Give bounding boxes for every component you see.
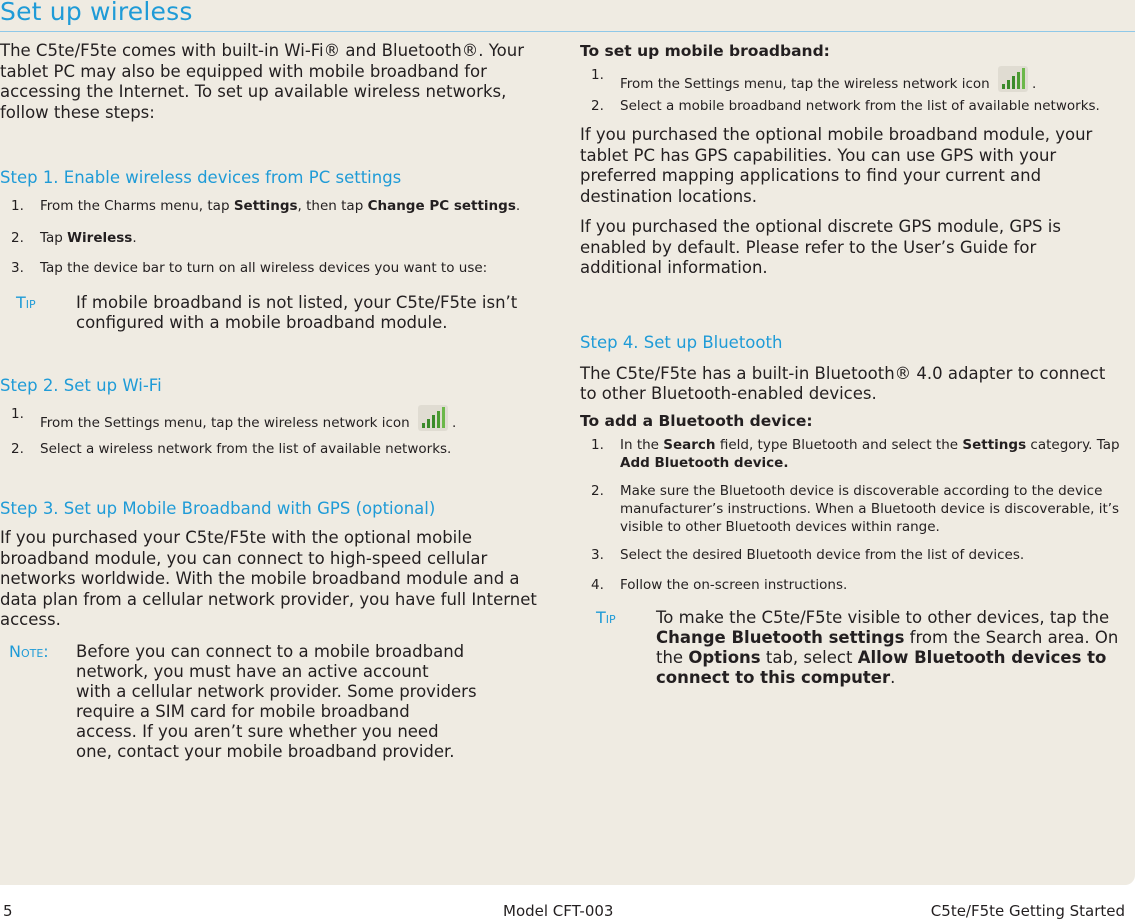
- list-item: 3. Select the desired Bluetooth device from the list of devices.: [591, 546, 1025, 563]
- gps-paragraph-2: If you purchased the optional discrete GPS module, GPS is enabled by default. Please refer to the User’s Guide for additional information.: [580, 217, 1061, 277]
- list-item: 1. From the Settings menu, tap the wireless network icon .: [11, 406, 457, 431]
- list-item: 1. From the Settings menu, tap the wireless network icon .: [591, 67, 1037, 92]
- list-item: 3. Tap the device bar to turn on all wireless devices you want to use:: [11, 260, 488, 276]
- list-item: 2. Tap Wireless.: [11, 230, 137, 246]
- left-column: [0, 41, 560, 762]
- tip-label: TIP: [16, 293, 36, 312]
- right-column: [580, 41, 1120, 688]
- step4-heading: Step 4. Set up Bluetooth: [580, 332, 783, 352]
- step1-heading: Step 1. Enable wireless devices from PC settings: [0, 168, 402, 187]
- step3-paragraph: If you purchased your C5te/F5te with the optional mobile broadband module, you can connect to high-speed cellular networks worldwide. With the mobile broadband module and a data plan from a cellular network provider, you have full Internet access.: [0, 528, 537, 629]
- list-item: 1. From the Charms menu, tap Settings, then tap Change PC settings.: [11, 198, 521, 214]
- wireless-network-icon: [998, 66, 1028, 92]
- list-item: 1. In the Search field, type Bluetooth and select the Settings category. Tap Add Bluetooth device.: [591, 436, 1120, 471]
- page-number: 5: [3, 902, 13, 920]
- intro-paragraph: The C5te/F5te comes with built-in Wi-Fi® and Bluetooth®. Your tablet PC may also be equipped with mobile broadband for accessing the Internet. To set up available wireless networks, follow these steps:: [0, 41, 524, 122]
- title-divider: [0, 31, 1135, 32]
- guide-title: C5te/F5te Getting Started: [930, 902, 1125, 920]
- step2-list: [0, 405, 560, 458]
- page-title: Set up wireless: [0, 0, 193, 26]
- list-item: 4. Follow the on-screen instructions.: [591, 576, 848, 593]
- list-item: 2. Select a mobile broadband network from the list of available networks.: [591, 98, 1100, 114]
- list-item: 2. Make sure the Bluetooth device is discoverable according to the device manufacturer’s instructions. When a Bluetooth device is discoverable, it’s visible to other Bluetooth devices within range.: [591, 482, 1120, 535]
- mobile-broadband-list: [580, 66, 1120, 115]
- list-item: 2. Select a wireless network from the list of available networks.: [11, 441, 452, 457]
- mobile-broadband-heading: To set up mobile broadband:: [580, 42, 830, 60]
- note-text: Before you can connect to a mobile broadband network, you must have an active account with a cellular network provider. Some providers require a SIM card for mobile broadband access. If you aren’t sure whether you need one, contact your mobile broadband provider.: [76, 641, 477, 761]
- step2-heading: Step 2. Set up Wi-Fi: [0, 376, 162, 395]
- tip-callout: [0, 293, 560, 333]
- bluetooth-list: [580, 436, 1120, 594]
- step4-paragraph: The C5te/F5te has a built-in Bluetooth® 4.0 adapter to connect to other Bluetooth-enabled devices.: [580, 363, 1106, 403]
- wireless-network-icon: [418, 405, 448, 431]
- tip-label: TIP: [596, 607, 616, 627]
- tip-text: To make the C5te/F5te visible to other devices, tap the Change Bluetooth settings from the Search area. On the Options tab, select Allow Bluetooth devices to connect to this computer.: [656, 607, 1119, 687]
- note-callout: [0, 642, 560, 762]
- step3-heading: Step 3. Set up Mobile Broadband with GPS (optional): [0, 499, 436, 518]
- bluetooth-subheading: To add a Bluetooth device:: [580, 411, 813, 430]
- tip-callout: [580, 608, 1120, 688]
- model-label: Model CFT-003: [503, 902, 614, 920]
- gps-paragraph-1: If you purchased the optional mobile broadband module, your tablet PC has GPS capabilities. You can use GPS with your preferred mapping applications to find your current and destination locations.: [580, 125, 1093, 206]
- step1-list: [0, 197, 560, 277]
- note-label: NOTE:: [9, 641, 49, 661]
- tip-text: If mobile broadband is not listed, your C5te/F5te isn’t configured with a mobile broadband module.: [76, 293, 518, 332]
